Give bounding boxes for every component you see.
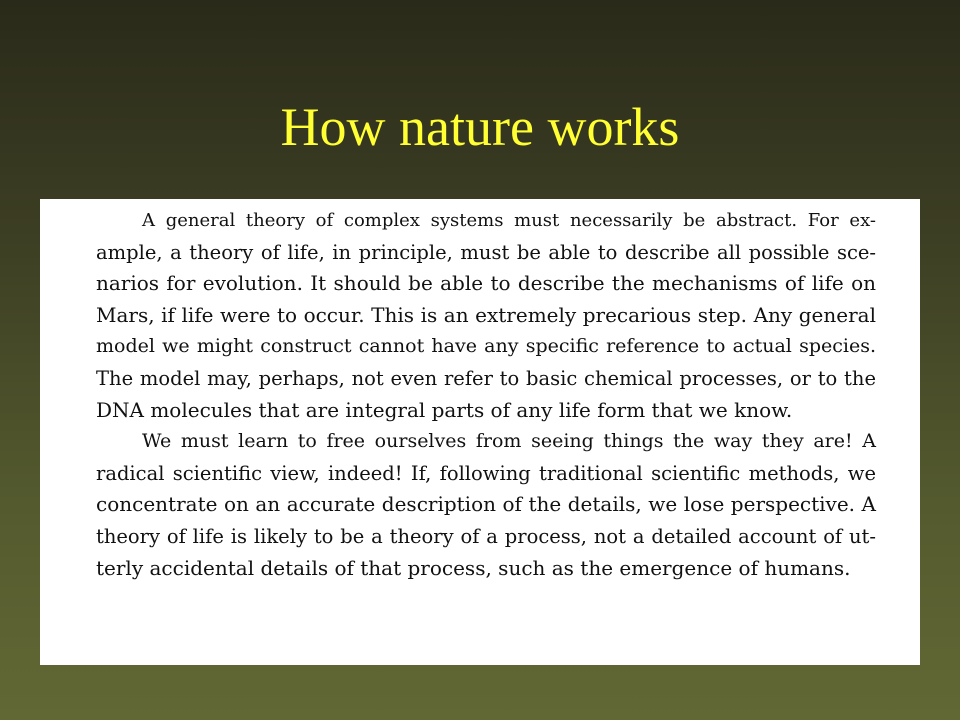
text-line: terly accidental details of that process, such as the emergence of humans. bbox=[96, 555, 851, 580]
text-line: narios for evolution. It should be able to describe the mechanisms of life on bbox=[96, 271, 876, 296]
text-line: radical scientific view, indeed! If, following traditional scientific methods, we bbox=[96, 461, 876, 485]
excerpt-paragraph-1 bbox=[96, 205, 876, 426]
text-line: ample, a theory of life, in principle, must be able to describe all possible sce- bbox=[96, 240, 876, 264]
book-excerpt-image bbox=[40, 199, 920, 665]
text-line: Mars, if life were to occur. This is an extremely precarious step. Any general bbox=[96, 302, 876, 327]
text-line: The model may, perhaps, not even refer to basic chemical processes, or to the bbox=[96, 366, 876, 390]
slide-title: How nature works bbox=[280, 97, 680, 157]
excerpt-paragraph-2 bbox=[96, 426, 876, 584]
text-line: theory of life is likely to be a theory of a process, not a detailed account of ut- bbox=[96, 524, 876, 548]
text-line: A general theory of complex systems must necessarily be abstract. For ex- bbox=[142, 210, 876, 231]
text-line: We must learn to free ourselves from seeing things the way they are! A bbox=[142, 430, 876, 453]
text-line: model we might construct cannot have any specific reference to actual species. bbox=[96, 335, 876, 358]
text-line: concentrate on an accurate description of the details, we lose perspective. A bbox=[96, 492, 876, 517]
text-line: DNA molecules that are integral parts of any life form that we know. bbox=[96, 397, 793, 422]
